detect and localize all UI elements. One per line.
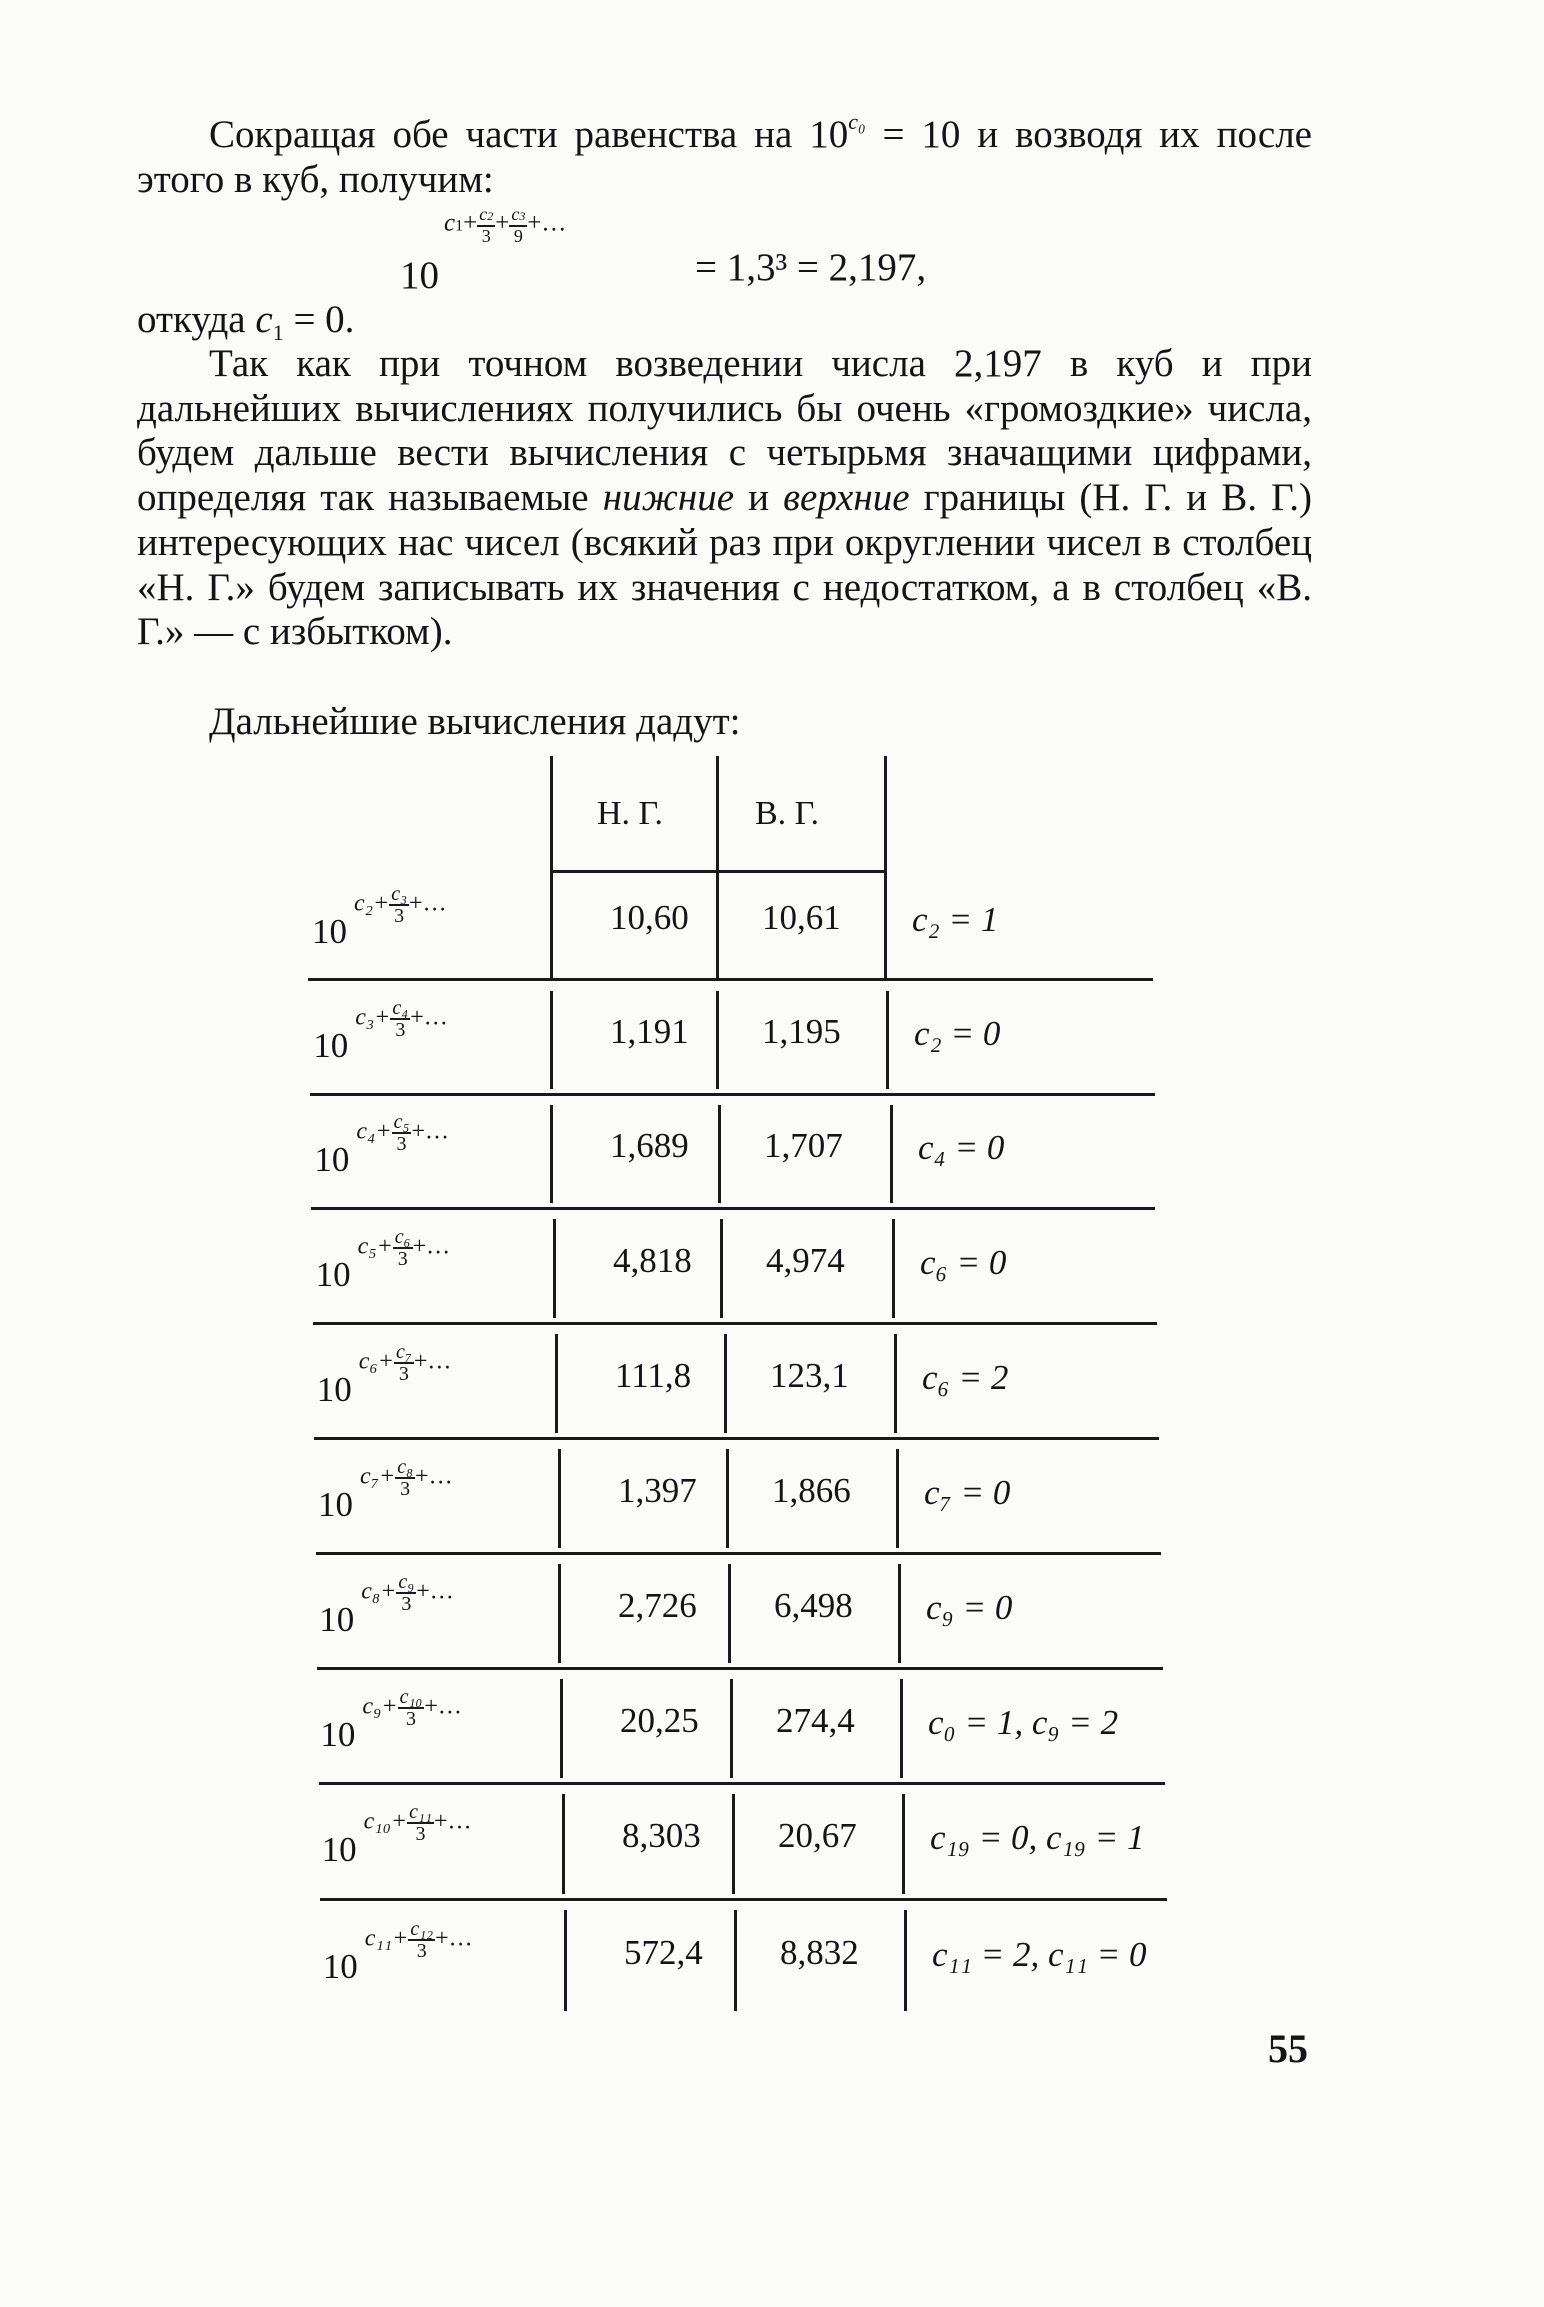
method-text-c: границы (Н. Г. и В. Г.) интересующих нас чисел (всякий раз при округлении чисел в столбец «Н. Г.» будем записывать их значения с недостатком, а в столбец «В. Г.» — с избытком). [137, 476, 1312, 654]
row-rule [308, 978, 1153, 981]
row-rule [314, 1437, 1159, 1440]
paragraph-method [137, 342, 1312, 655]
row-upper-bound: 8,832 [780, 1932, 859, 1972]
result-tail: = 0. [283, 298, 355, 341]
row-expression-exponent: c₇+ $\frac{\text{c₈}}{3}$ +… [360, 1455, 453, 1500]
row-rule [320, 1898, 1167, 1901]
column-rule [550, 991, 553, 1089]
row-upper-bound: 274,4 [776, 1700, 855, 1740]
row-lower-bound: 1,397 [618, 1470, 697, 1510]
row-rule [310, 1093, 1156, 1096]
header-column-rule [716, 756, 719, 870]
column-rule [900, 1679, 903, 1778]
column-rule [890, 1105, 893, 1203]
column-rule [558, 1564, 561, 1663]
row-expression-exponent: c₁₁+ $\frac{\text{c₁₂}}{3}$ +… [364, 1917, 473, 1962]
column-rule [902, 1794, 905, 1894]
row-rule [316, 1552, 1162, 1555]
column-rule [728, 1564, 731, 1663]
row-expression-exponent: c₁₀+ $\frac{\text{c₁₁}}{3}$ +… [363, 1801, 472, 1845]
row-upper-bound: 10,61 [762, 898, 841, 937]
method-italic-upper: верхние [783, 476, 910, 520]
row-expression-base: 10 [314, 1140, 350, 1179]
paragraph-lead-in [137, 700, 1312, 745]
row-coefficient: c₉ = 0 [926, 1587, 1013, 1627]
intro-superscript: c₀ [848, 109, 866, 134]
row-rule [317, 1667, 1163, 1670]
method-text-a: Так как при точном возведении числа 2,197 в куб и при дальнейших вычислениях получились бы очень «громоздкие» числа, будем дальше вести вычисления с четырьмя значащими цифрами, определяя так называемые [137, 342, 1312, 520]
intro-text-a: Сокращая обе части равенства на 10 [209, 113, 849, 156]
column-rule [564, 1910, 567, 2011]
result-lead: откуда [137, 298, 256, 341]
column-rule [550, 870, 553, 978]
column-rule [718, 1105, 721, 1203]
column-rule [730, 1679, 733, 1778]
column-rule [553, 1219, 556, 1318]
method-italic-lower: нижние [602, 476, 735, 520]
row-expression-exponent: c₃+ $\frac{\text{c₄}}{3}$ +… [355, 997, 448, 1041]
row-upper-bound: 6,498 [774, 1585, 853, 1625]
row-expression-base: 10 [318, 1484, 353, 1524]
row-coefficient: c₂ = 0 [914, 1014, 1001, 1053]
column-rule [886, 991, 889, 1089]
row-upper-bound: 20,67 [778, 1816, 857, 1855]
method-text-b: и [734, 476, 784, 520]
column-rule [562, 1794, 565, 1894]
row-expression-base: 10 [320, 1714, 356, 1754]
result-sub: 1 [272, 320, 284, 345]
column-rule [558, 1449, 561, 1548]
row-upper-bound: 1,707 [764, 1126, 843, 1165]
row-lower-bound: 1,191 [610, 1012, 689, 1051]
row-expression-base: 10 [312, 912, 347, 951]
row-lower-bound: 572,4 [624, 1932, 703, 1972]
row-lower-bound: 1,689 [610, 1126, 689, 1165]
header-lower-bound: Н. Г. [597, 795, 663, 832]
page-number: 55 [1268, 2026, 1308, 2071]
row-upper-bound: 123,1 [770, 1355, 849, 1395]
column-rule [732, 1794, 735, 1894]
formula-rhs: = 1,3³ = 2,197, [695, 246, 927, 289]
column-rule [724, 1334, 727, 1433]
row-rule [311, 1207, 1155, 1210]
column-rule [716, 991, 719, 1089]
row-lower-bound: 20,25 [620, 1700, 699, 1740]
column-rule [555, 1334, 558, 1433]
column-rule [904, 1910, 907, 2011]
header-column-rule [550, 756, 553, 870]
column-rule [896, 1449, 899, 1548]
row-lower-bound: 111,8 [615, 1355, 692, 1395]
row-expression-exponent: c₂+ $\frac{\text{c₃}}{3}$ +… [354, 883, 447, 927]
row-upper-bound: 1,195 [762, 1012, 841, 1051]
row-upper-bound: 4,974 [766, 1240, 845, 1280]
row-expression-base: 10 [315, 1254, 351, 1294]
row-expression-base: 10 [313, 1026, 349, 1065]
formula-base: 10 [400, 254, 439, 297]
column-rule [550, 1105, 553, 1203]
row-coefficient: c₁₁ = 2, c₁₁ = 0 [932, 1934, 1147, 1974]
row-expression-exponent: c₈+ $\frac{\text{c₉}}{3}$ +… [361, 1570, 454, 1615]
column-rule [898, 1564, 901, 1663]
row-coefficient: c₆ = 0 [920, 1242, 1007, 1282]
lead-in-text: Дальнейшие вычисления дадут: [209, 700, 741, 743]
row-coefficient: c₀ = 1, c₉ = 2 [928, 1702, 1119, 1742]
row-expression-exponent: c₄+ $\frac{\text{c₅}}{3}$ +… [356, 1111, 449, 1155]
row-upper-bound: 1,866 [772, 1470, 851, 1510]
row-coefficient: c₄ = 0 [918, 1128, 1005, 1167]
column-rule [720, 1219, 723, 1318]
row-expression-exponent: c₉+ $\frac{\text{c₁₀}}{3}$ +… [362, 1685, 462, 1730]
row-coefficient: c₂ = 1 [912, 900, 999, 939]
row-lower-bound: 2,726 [618, 1585, 697, 1625]
row-lower-bound: 4,818 [613, 1240, 692, 1280]
result-var: c [255, 298, 273, 341]
header-rule [553, 870, 886, 873]
row-lower-bound: 10,60 [610, 898, 689, 937]
column-rule [716, 870, 719, 978]
paragraph-intro [137, 100, 1312, 202]
row-coefficient: c₁₉ = 0, c₁₉ = 1 [930, 1818, 1145, 1857]
column-rule [726, 1449, 729, 1548]
row-rule [313, 1322, 1158, 1325]
row-rule [319, 1782, 1166, 1785]
column-rule [892, 1219, 895, 1318]
column-rule [894, 1334, 897, 1433]
row-expression-base: 10 [322, 1946, 358, 1986]
formula-exponent: c1+ $\frac{c2}{3}$ + $\frac{c3}{9}$ +… [444, 204, 567, 246]
column-rule [560, 1679, 563, 1778]
row-lower-bound: 8,303 [622, 1816, 701, 1855]
column-rule [734, 1910, 737, 2011]
intro-text-b: = 10 и возводя их после этого в куб, получим: [137, 113, 1312, 201]
row-coefficient: c₆ = 2 [922, 1357, 1009, 1397]
row-coefficient: c₇ = 0 [924, 1472, 1011, 1512]
row-expression-exponent: c₅+ $\frac{\text{c₆}}{3}$ +… [357, 1225, 451, 1270]
header-upper-bound: В. Г. [755, 795, 819, 832]
row-expression-exponent: c₆+ $\frac{\text{c₇}}{3}$ +… [358, 1340, 452, 1385]
row-expression-base: 10 [321, 1830, 357, 1869]
row-expression-base: 10 [319, 1599, 355, 1639]
column-rule [884, 870, 887, 978]
row-expression-base: 10 [316, 1369, 352, 1409]
